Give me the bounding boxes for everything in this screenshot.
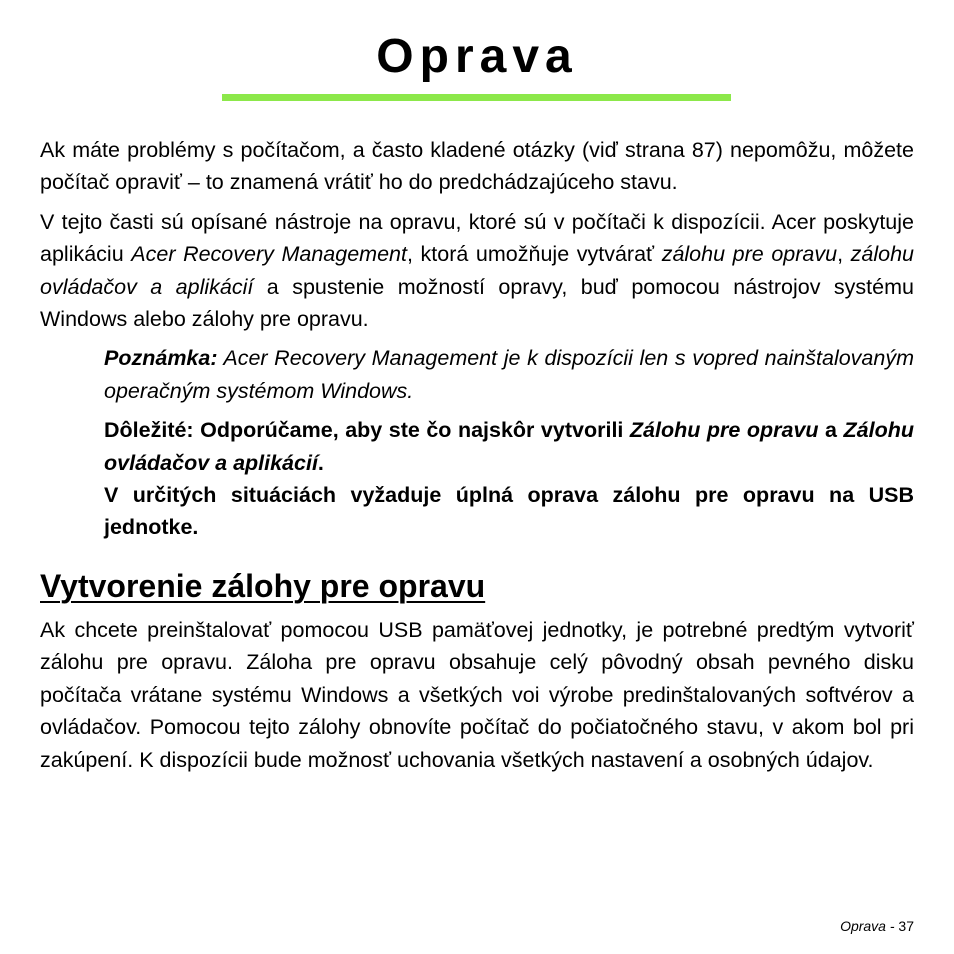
- page-title: Oprava: [376, 30, 578, 83]
- page-footer: [840, 918, 914, 934]
- tools-text-2: , ktorá umožňuje vytvárať: [406, 242, 662, 267]
- usb-requirement-text: V určitých situáciách vyžaduje úplná oprava zálohu pre opravu na USB jednotke.: [104, 483, 914, 540]
- tools-text-1: V tejto časti sú opísané nástroje na opravu, ktoré sú v počítači k dispozícii. Acer poskytuje aplikáciu: [40, 209, 914, 267]
- important-text-2: a: [818, 418, 844, 443]
- app-name: Acer Recovery Management: [131, 242, 407, 267]
- important-term-1: Zálohu pre opravu: [629, 418, 819, 443]
- tools-text-4: a spustenie možností opravy, buď pomocou nástrojov systému Windows alebo zálohy pre opravu.: [40, 274, 914, 332]
- usb-requirement-paragraph: [104, 479, 914, 544]
- section-heading: Vytvorenie zálohy pre opravu: [40, 567, 486, 604]
- tools-text-3: ,: [837, 242, 851, 267]
- note-paragraph: [104, 342, 914, 407]
- footer-label: Oprava -: [840, 918, 899, 934]
- page-number: 37: [898, 918, 914, 934]
- important-paragraph: [104, 414, 914, 479]
- intro-paragraph: Ak máte problémy s počítačom, a často kladené otázky (viď strana 87) nepomôžu, môžete počítač opraviť – to znamená vrátiť ho do predchádzajúceho stavu.: [40, 138, 914, 195]
- recovery-backup-term: zálohu pre opravu: [661, 242, 838, 267]
- important-term-2: Zálohu ovládačov a aplikácií: [104, 418, 914, 475]
- important-text-1: Dôležité: Odporúčame, aby ste čo najskôr vytvorili: [104, 418, 630, 443]
- note-text: Acer Recovery Management je k dispozícii len s vopred nainštalovaným operačným systémom Windows.: [104, 346, 914, 403]
- important-text-3: .: [317, 450, 324, 475]
- note-label: Poznámka:: [104, 346, 218, 371]
- tools-paragraph: [40, 206, 914, 336]
- section-body-paragraph: Ak chcete preinštalovať pomocou USB pamäťovej jednotky, je potrebné predtým vytvoriť zálohu pre opravu. Záloha pre opravu obsahuje celý pôvodný obsah pevného disku počítača vrátane systému Windows a všetkých voi výrobe predinštalovaných softvérov a ovládačov. Pomocou tejto zálohy obnovíte počítač do počiatočného stavu, v akom bol pri zakúpení. K dispozícii bude možnosť uchovania všetkých nastavení a osobných údajov.: [40, 617, 914, 772]
- drivers-backup-term: zálohu ovládačov a aplikácií: [40, 242, 914, 299]
- title-underline-bar: [222, 94, 731, 101]
- page-content: [40, 134, 914, 776]
